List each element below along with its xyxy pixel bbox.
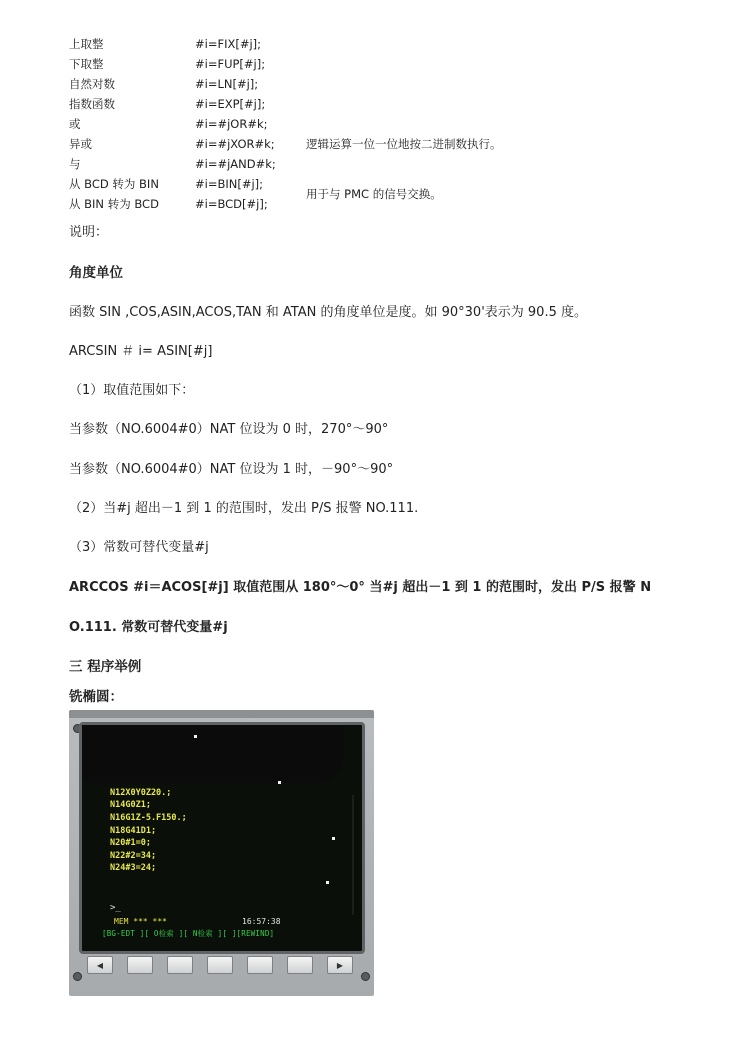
redacted-area: [82, 725, 344, 783]
function-expr: #i=FIX[#j];: [195, 37, 262, 51]
angle-description: 函数 SIN ,COS,ASIN,ACOS,TAN 和 ATAN 的角度单位是度。如 90°30'表示为 90.5 度。: [69, 305, 587, 320]
soft-key: [207, 956, 233, 974]
logic-note: 逻辑运算一位一位地按二进制数执行。: [306, 137, 502, 151]
left-arrow-key: ◀: [87, 956, 113, 974]
screw-icon: [361, 972, 370, 981]
pixel-mark: [326, 881, 329, 884]
function-name: 从 BCD 转为 BIN: [69, 177, 159, 191]
pixel-mark: [332, 837, 335, 840]
program-line: N20#1=0;: [110, 838, 151, 848]
function-expr: #i=#jOR#k;: [195, 117, 268, 131]
function-expr: #i=#jAND#k;: [195, 157, 276, 171]
pixel-mark: [194, 735, 197, 738]
explain-label: 说明：: [69, 225, 109, 240]
softkey-labels: [BG-EDT ][ O检索 ][ N检索 ][ ][REWIND]: [102, 929, 275, 938]
arccos-line-2: O.111. 常数可替代变量#j: [69, 620, 228, 635]
function-name: 上取整: [69, 37, 104, 51]
program-line: N14G0Z1;: [110, 800, 151, 810]
param-nat-1: 当参数（NO.6004#0）NAT 位设为 1 时，－90°～90°: [69, 462, 394, 477]
function-expr: #i=BIN[#j];: [195, 177, 264, 191]
function-expr: #i=FUP[#j];: [195, 57, 266, 71]
function-name: 自然对数: [69, 77, 115, 91]
program-line: N18G41D1;: [110, 826, 157, 836]
function-name: 与: [69, 157, 81, 171]
arccos-line-1: ARCCOS #i＝ACOS[#j] 取值范围从 180°～0° 当#j 超出－1 到 1 的范围时，发出 P/S 报警 N: [69, 580, 652, 595]
arcsin-formula: ARCSIN ＃ i= ASIN[#j]: [69, 344, 213, 359]
function-name: 或: [69, 117, 81, 131]
pixel-mark: [278, 781, 281, 784]
range-item-1: （1）取值范围如下：: [69, 383, 195, 398]
cnc-display: [79, 722, 365, 954]
function-name: 异或: [69, 137, 92, 151]
program-line: N22#2=34;: [110, 851, 157, 861]
screw-icon: [73, 972, 82, 981]
function-name: 下取整: [69, 57, 104, 71]
mode-status: MEM *** ***: [114, 917, 167, 926]
program-line: N24#3=24;: [110, 863, 157, 873]
cnc-screen-image: [69, 710, 374, 996]
soft-key: [287, 956, 313, 974]
function-expr: #i=#jXOR#k;: [195, 137, 275, 151]
param-nat-0: 当参数（NO.6004#0）NAT 位设为 0 时，270°～90°: [69, 422, 389, 437]
clock-display: 16:57:38: [242, 917, 281, 926]
right-arrow-key: ▶: [327, 956, 353, 974]
angle-heading: 角度单位: [69, 265, 123, 281]
input-prompt: >_: [110, 903, 121, 913]
function-name: 指数函数: [69, 97, 115, 111]
ellipse-heading: 铣椭圆：: [69, 689, 123, 705]
function-expr: #i=BCD[#j];: [195, 197, 268, 211]
program-line: N16G1Z-5.F150.;: [110, 813, 187, 823]
program-line: N12X0Y0Z20.;: [110, 788, 172, 798]
range-item-3: （3）常数可替代变量#j: [69, 540, 209, 555]
range-item-2: （2）当#j 超出－1 到 1 的范围时，发出 P/S 报警 NO.111.: [69, 501, 419, 516]
function-expr: #i=LN[#j];: [195, 77, 259, 91]
function-expr: #i=EXP[#j];: [195, 97, 266, 111]
function-name: 从 BIN 转为 BCD: [69, 197, 159, 211]
panel-top-bar: [69, 710, 374, 718]
soft-key: [127, 956, 153, 974]
section-heading-examples: 三 程序举例: [69, 659, 142, 675]
soft-key: [167, 956, 193, 974]
pmc-note: 用于与 PMC 的信号交换。: [306, 187, 442, 201]
soft-key: [247, 956, 273, 974]
screen-edge-line: [352, 795, 354, 915]
